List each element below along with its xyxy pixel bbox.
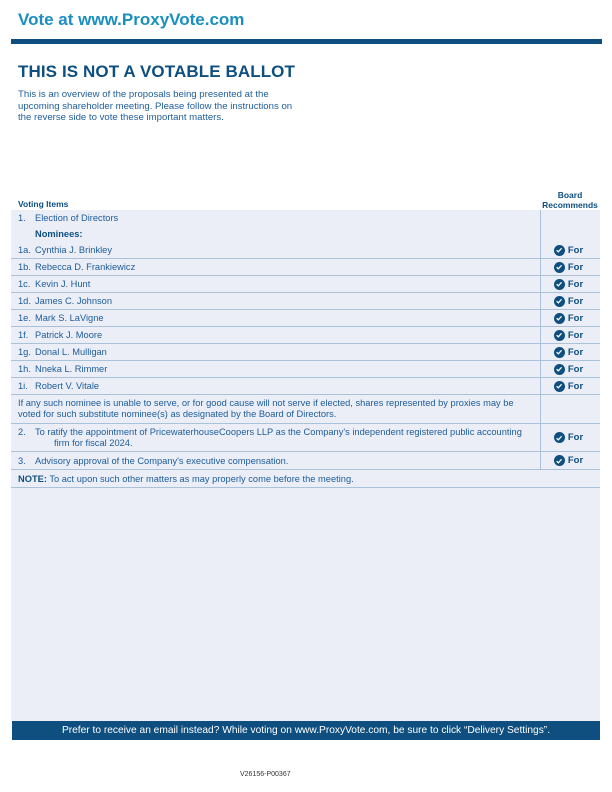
recommendation-label: For xyxy=(567,278,584,290)
intro-line: the reverse side to vote these important matters. xyxy=(18,112,224,124)
rec-cell xyxy=(540,242,600,258)
nominee-name: Nneka L. Rimmer xyxy=(35,364,108,374)
nominee-row xyxy=(11,344,600,361)
check-circle-icon xyxy=(554,262,565,273)
document-code: V26156-P00367 xyxy=(240,771,291,778)
rec-cell xyxy=(540,210,600,226)
proposal-number: 2. xyxy=(18,427,26,437)
nominee-name: Robert V. Vitale xyxy=(35,381,100,391)
nominee-name: Kevin J. Hunt xyxy=(35,279,91,289)
board-recommendation xyxy=(554,381,583,392)
nominee-number: 1h. xyxy=(18,364,31,374)
board-recommendation xyxy=(554,432,583,443)
board-header-line: Board xyxy=(557,190,583,200)
check-circle-icon xyxy=(554,279,565,290)
board-recommendation xyxy=(554,313,583,324)
board-recommendation xyxy=(554,347,583,358)
rec-cell xyxy=(540,361,600,377)
nominees-label-row xyxy=(11,226,600,242)
check-circle-icon xyxy=(554,313,565,324)
check-circle-icon xyxy=(554,347,565,358)
vote-site-title: Vote at www.ProxyVote.com xyxy=(18,10,245,29)
substitute-line: If any such nominee is unable to serve, or for good cause will not serve if elected, shares represented by proxies may be xyxy=(18,398,514,408)
board-recommends-header xyxy=(540,190,600,210)
nominee-name: Cynthia J. Brinkley xyxy=(35,245,112,255)
rec-cell xyxy=(540,378,600,394)
nominee-number: 1d. xyxy=(18,296,31,306)
recommendation-label: For xyxy=(567,312,584,324)
proposal-text: To ratify the appointment of PricewaterhouseCoopers LLP as the Company's independent registered public accounting xyxy=(35,427,522,437)
rec-cell xyxy=(540,395,600,423)
recommendation-label: For xyxy=(567,244,584,256)
board-recommendation xyxy=(554,364,583,375)
banner-text: Prefer to receive an email instead? While voting on www.ProxyVote.com, be sure to click “Delivery Settings”. xyxy=(61,725,551,736)
nominee-row xyxy=(11,327,600,344)
nominee-row xyxy=(11,242,600,259)
nominee-number: 1c. xyxy=(18,279,31,289)
recommendation-label: For xyxy=(567,432,584,443)
board-recommendation xyxy=(554,455,583,466)
nominee-row xyxy=(11,276,600,293)
nominee-number: 1a. xyxy=(18,245,31,255)
voting-items-table xyxy=(11,190,600,721)
check-circle-icon xyxy=(554,364,565,375)
nominee-row xyxy=(11,361,600,378)
nominee-name: Donal L. Mulligan xyxy=(35,347,107,357)
nominee-number: 1f. xyxy=(18,330,29,340)
substitute-line: voted for such substitute nominee(s) as designated by the Board of Directors. xyxy=(18,409,337,419)
check-circle-icon xyxy=(554,455,565,466)
nominee-row xyxy=(11,293,600,310)
voting-items-header: Voting Items xyxy=(18,199,69,209)
nominee-number: 1b. xyxy=(18,262,31,272)
recommendation-label: For xyxy=(567,329,584,341)
table-header xyxy=(11,190,600,210)
check-circle-icon xyxy=(554,381,565,392)
recommendation-label: For xyxy=(567,346,584,358)
board-recommendation xyxy=(554,245,583,256)
nominees-label: Nominees: xyxy=(35,229,83,239)
nominee-name: Mark S. LaVigne xyxy=(35,313,104,323)
rec-cell xyxy=(540,276,600,292)
proposal-number: 1. xyxy=(18,213,26,223)
rec-cell xyxy=(540,259,600,275)
board-recommendation xyxy=(554,296,583,307)
proposal-3-row xyxy=(11,452,600,470)
note-row xyxy=(11,470,600,488)
intro-text xyxy=(18,89,308,124)
nominee-number: 1e. xyxy=(18,313,31,323)
recommendation-label: For xyxy=(567,261,584,273)
table-body xyxy=(11,210,600,721)
nominee-row xyxy=(11,378,600,395)
recommendation-label: For xyxy=(567,295,584,307)
header-divider xyxy=(11,39,602,44)
rec-cell xyxy=(540,293,600,309)
intro-line: upcoming shareholder meeting. Please follow the instructions on xyxy=(18,100,293,112)
board-recommendation xyxy=(554,279,583,290)
recommendation-label: For xyxy=(567,380,584,392)
nominee-row xyxy=(11,310,600,327)
proposal-text: firm for fiscal 2024. xyxy=(54,438,133,448)
proposal-1-row xyxy=(11,210,600,226)
nominee-name: Rebecca D. Frankiewicz xyxy=(35,262,136,272)
substitute-nominee-row xyxy=(11,395,600,424)
recommendation-label: For xyxy=(567,455,584,466)
intro-line: This is an overview of the proposals being presented at the xyxy=(18,89,269,100)
board-recommendation xyxy=(554,330,583,341)
ballot-title: THIS IS NOT A VOTABLE BALLOT xyxy=(18,62,295,81)
proposal-2-row xyxy=(11,424,600,452)
note-label: NOTE: xyxy=(18,473,47,484)
recommendation-label: For xyxy=(567,363,584,375)
proposal-number: 3. xyxy=(18,455,26,466)
rec-cell xyxy=(540,424,600,451)
nominee-number: 1i. xyxy=(18,381,28,391)
nominee-name: James C. Johnson xyxy=(35,296,112,306)
nominee-list xyxy=(11,242,600,395)
proposal-text: Advisory approval of the Company's executive compensation. xyxy=(35,455,289,466)
board-recommendation xyxy=(554,262,583,273)
check-circle-icon xyxy=(554,330,565,341)
proposal-text: Election of Directors xyxy=(35,213,119,223)
rec-cell xyxy=(540,452,600,469)
nominee-number: 1g. xyxy=(18,347,31,357)
check-circle-icon xyxy=(554,296,565,307)
nominee-row xyxy=(11,259,600,276)
note-text: To act upon such other matters as may properly come before the meeting. xyxy=(46,473,354,484)
board-header-line: Recommends xyxy=(542,200,598,210)
rec-cell xyxy=(540,327,600,343)
check-circle-icon xyxy=(554,432,565,443)
nominee-name: Patrick J. Moore xyxy=(35,330,103,340)
rec-cell xyxy=(540,226,600,242)
rec-cell xyxy=(540,310,600,326)
delivery-settings-banner xyxy=(12,721,600,740)
rec-cell xyxy=(540,344,600,360)
check-circle-icon xyxy=(554,245,565,256)
